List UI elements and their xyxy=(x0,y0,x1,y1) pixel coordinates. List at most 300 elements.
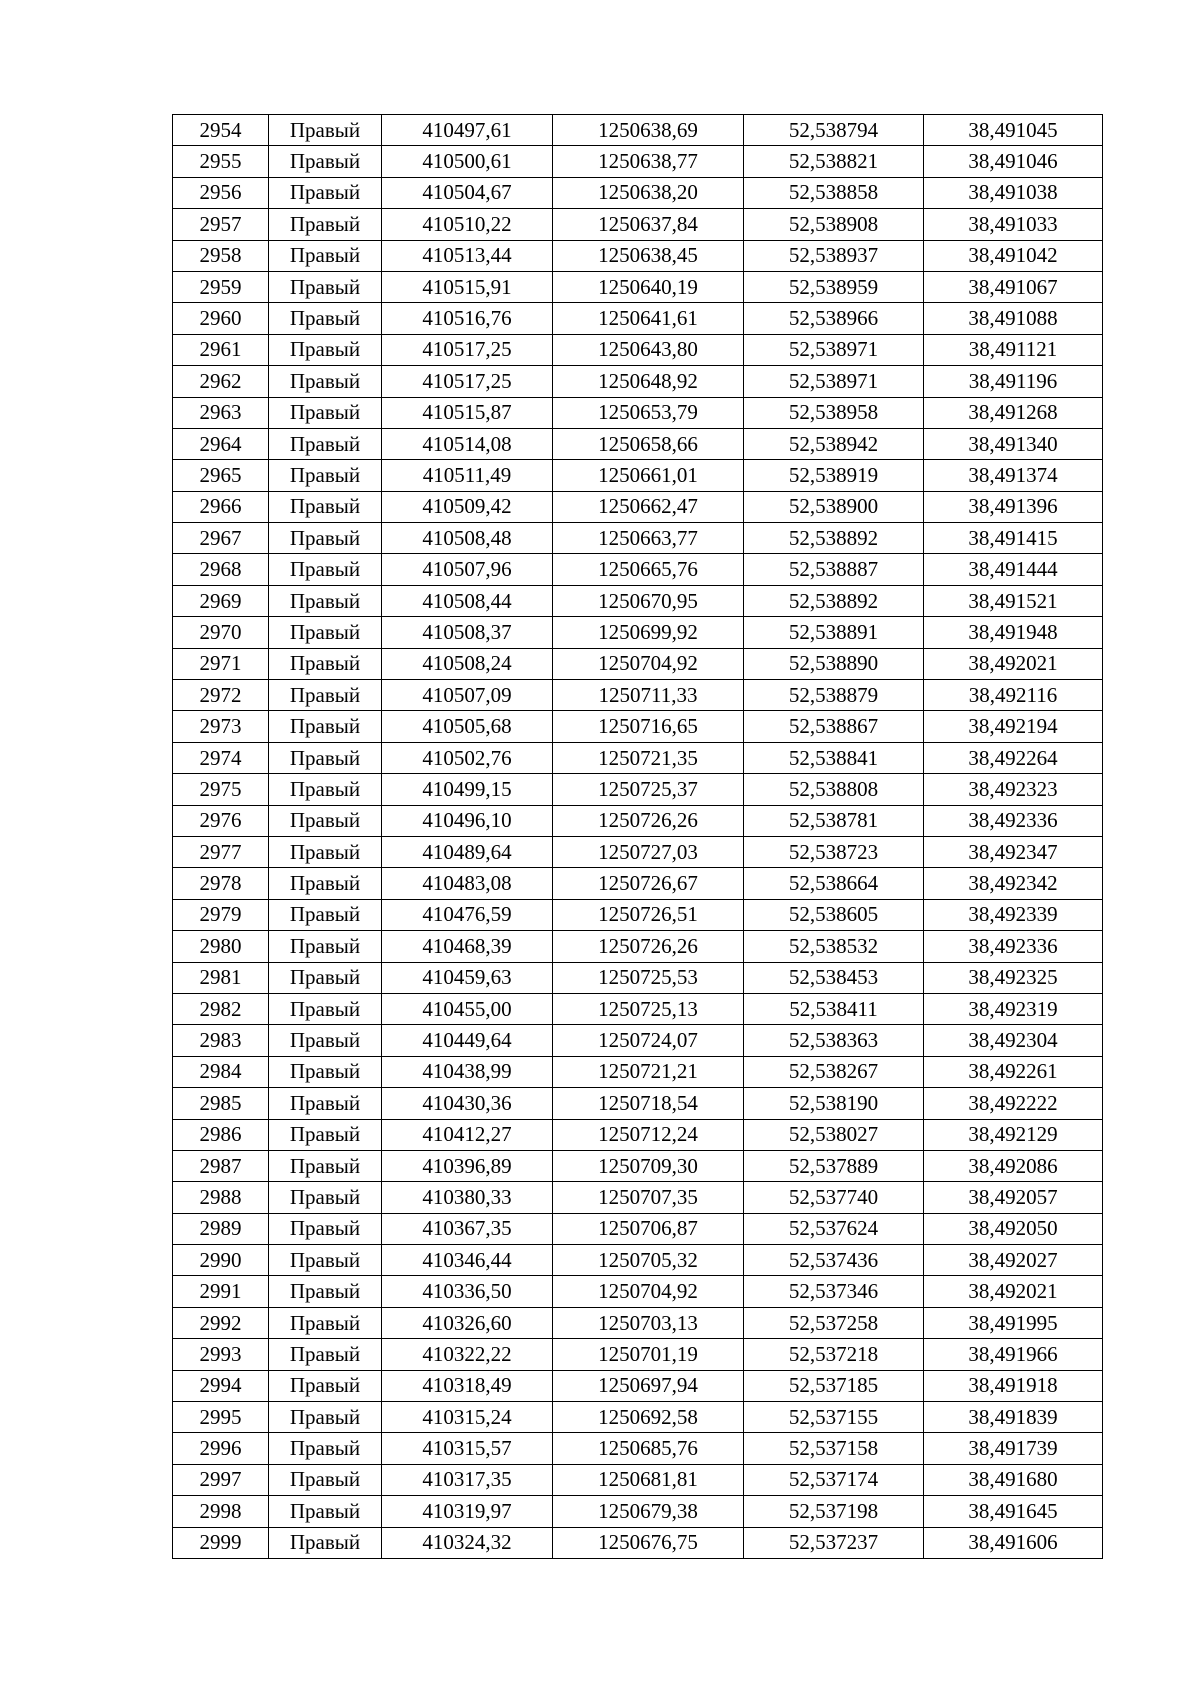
x-coordinate-cell: 410317,35 xyxy=(382,1464,553,1495)
latitude-cell: 52,538841 xyxy=(744,742,924,773)
side-cell: Правый xyxy=(269,146,382,177)
side-cell: Правый xyxy=(269,428,382,459)
point-number-cell: 2987 xyxy=(173,1150,269,1181)
y-coordinate-cell: 1250679,38 xyxy=(553,1496,744,1527)
side-cell: Правый xyxy=(269,1402,382,1433)
point-number-cell: 2989 xyxy=(173,1213,269,1244)
table-row xyxy=(173,366,1103,397)
table-row xyxy=(173,648,1103,679)
side-cell: Правый xyxy=(269,836,382,867)
y-coordinate-cell: 1250658,66 xyxy=(553,428,744,459)
y-coordinate-cell: 1250706,87 xyxy=(553,1213,744,1244)
side-cell: Правый xyxy=(269,1496,382,1527)
point-number-cell: 2970 xyxy=(173,617,269,648)
table-row xyxy=(173,1213,1103,1244)
y-coordinate-cell: 1250721,35 xyxy=(553,742,744,773)
y-coordinate-cell: 1250704,92 xyxy=(553,1276,744,1307)
side-cell: Правый xyxy=(269,1464,382,1495)
side-cell: Правый xyxy=(269,366,382,397)
y-coordinate-cell: 1250663,77 xyxy=(553,523,744,554)
point-number-cell: 2985 xyxy=(173,1088,269,1119)
side-cell: Правый xyxy=(269,1276,382,1307)
x-coordinate-cell: 410412,27 xyxy=(382,1119,553,1150)
table-row xyxy=(173,146,1103,177)
latitude-cell: 52,538908 xyxy=(744,209,924,240)
side-cell: Правый xyxy=(269,993,382,1024)
y-coordinate-cell: 1250648,92 xyxy=(553,366,744,397)
y-coordinate-cell: 1250676,75 xyxy=(553,1527,744,1558)
y-coordinate-cell: 1250699,92 xyxy=(553,617,744,648)
x-coordinate-cell: 410500,61 xyxy=(382,146,553,177)
y-coordinate-cell: 1250716,65 xyxy=(553,711,744,742)
latitude-cell: 52,538723 xyxy=(744,836,924,867)
longitude-cell: 38,492347 xyxy=(924,836,1103,867)
latitude-cell: 52,538879 xyxy=(744,680,924,711)
side-cell: Правый xyxy=(269,1056,382,1087)
x-coordinate-cell: 410509,42 xyxy=(382,491,553,522)
x-coordinate-cell: 410516,76 xyxy=(382,303,553,334)
point-number-cell: 2994 xyxy=(173,1370,269,1401)
longitude-cell: 38,491680 xyxy=(924,1464,1103,1495)
latitude-cell: 52,538958 xyxy=(744,397,924,428)
side-cell: Правый xyxy=(269,1150,382,1181)
side-cell: Правый xyxy=(269,648,382,679)
table-row xyxy=(173,1496,1103,1527)
latitude-cell: 52,538966 xyxy=(744,303,924,334)
table-row xyxy=(173,1527,1103,1558)
x-coordinate-cell: 410513,44 xyxy=(382,240,553,271)
point-number-cell: 2980 xyxy=(173,931,269,962)
side-cell: Правый xyxy=(269,271,382,302)
longitude-cell: 38,491067 xyxy=(924,271,1103,302)
longitude-cell: 38,491196 xyxy=(924,366,1103,397)
table-row xyxy=(173,680,1103,711)
y-coordinate-cell: 1250709,30 xyxy=(553,1150,744,1181)
y-coordinate-cell: 1250725,37 xyxy=(553,774,744,805)
y-coordinate-cell: 1250705,32 xyxy=(553,1245,744,1276)
latitude-cell: 52,537198 xyxy=(744,1496,924,1527)
latitude-cell: 52,537346 xyxy=(744,1276,924,1307)
latitude-cell: 52,538411 xyxy=(744,993,924,1024)
y-coordinate-cell: 1250704,92 xyxy=(553,648,744,679)
latitude-cell: 52,537185 xyxy=(744,1370,924,1401)
point-number-cell: 2998 xyxy=(173,1496,269,1527)
point-number-cell: 2954 xyxy=(173,115,269,146)
x-coordinate-cell: 410459,63 xyxy=(382,962,553,993)
point-number-cell: 2993 xyxy=(173,1339,269,1370)
latitude-cell: 52,538892 xyxy=(744,523,924,554)
longitude-cell: 38,492050 xyxy=(924,1213,1103,1244)
table-row xyxy=(173,1464,1103,1495)
table-row xyxy=(173,523,1103,554)
x-coordinate-cell: 410502,76 xyxy=(382,742,553,773)
longitude-cell: 38,492194 xyxy=(924,711,1103,742)
point-number-cell: 2958 xyxy=(173,240,269,271)
longitude-cell: 38,492304 xyxy=(924,1025,1103,1056)
latitude-cell: 52,538363 xyxy=(744,1025,924,1056)
longitude-cell: 38,491038 xyxy=(924,177,1103,208)
latitude-cell: 52,537740 xyxy=(744,1182,924,1213)
side-cell: Правый xyxy=(269,1213,382,1244)
point-number-cell: 2964 xyxy=(173,428,269,459)
longitude-cell: 38,491415 xyxy=(924,523,1103,554)
x-coordinate-cell: 410455,00 xyxy=(382,993,553,1024)
longitude-cell: 38,492264 xyxy=(924,742,1103,773)
latitude-cell: 52,538781 xyxy=(744,805,924,836)
y-coordinate-cell: 1250638,69 xyxy=(553,115,744,146)
side-cell: Правый xyxy=(269,334,382,365)
longitude-cell: 38,492342 xyxy=(924,868,1103,899)
table-row xyxy=(173,899,1103,930)
x-coordinate-cell: 410483,08 xyxy=(382,868,553,899)
table-row xyxy=(173,805,1103,836)
latitude-cell: 52,537174 xyxy=(744,1464,924,1495)
latitude-cell: 52,538942 xyxy=(744,428,924,459)
x-coordinate-cell: 410517,25 xyxy=(382,334,553,365)
longitude-cell: 38,491033 xyxy=(924,209,1103,240)
side-cell: Правый xyxy=(269,1025,382,1056)
point-number-cell: 2996 xyxy=(173,1433,269,1464)
table-row xyxy=(173,428,1103,459)
table-row xyxy=(173,1056,1103,1087)
y-coordinate-cell: 1250641,61 xyxy=(553,303,744,334)
side-cell: Правый xyxy=(269,1307,382,1338)
point-number-cell: 2961 xyxy=(173,334,269,365)
table-row xyxy=(173,931,1103,962)
point-number-cell: 2963 xyxy=(173,397,269,428)
longitude-cell: 38,492021 xyxy=(924,1276,1103,1307)
x-coordinate-cell: 410505,68 xyxy=(382,711,553,742)
x-coordinate-cell: 410497,61 xyxy=(382,115,553,146)
x-coordinate-cell: 410496,10 xyxy=(382,805,553,836)
table-row xyxy=(173,617,1103,648)
latitude-cell: 52,538794 xyxy=(744,115,924,146)
point-number-cell: 2979 xyxy=(173,899,269,930)
table-row xyxy=(173,1150,1103,1181)
point-number-cell: 2982 xyxy=(173,993,269,1024)
x-coordinate-cell: 410336,50 xyxy=(382,1276,553,1307)
point-number-cell: 2986 xyxy=(173,1119,269,1150)
point-number-cell: 2978 xyxy=(173,868,269,899)
longitude-cell: 38,492086 xyxy=(924,1150,1103,1181)
side-cell: Правый xyxy=(269,774,382,805)
side-cell: Правый xyxy=(269,868,382,899)
side-cell: Правый xyxy=(269,460,382,491)
side-cell: Правый xyxy=(269,1339,382,1370)
latitude-cell: 52,537218 xyxy=(744,1339,924,1370)
y-coordinate-cell: 1250638,45 xyxy=(553,240,744,271)
latitude-cell: 52,538453 xyxy=(744,962,924,993)
longitude-cell: 38,492116 xyxy=(924,680,1103,711)
y-coordinate-cell: 1250725,13 xyxy=(553,993,744,1024)
x-coordinate-cell: 410326,60 xyxy=(382,1307,553,1338)
y-coordinate-cell: 1250725,53 xyxy=(553,962,744,993)
longitude-cell: 38,492222 xyxy=(924,1088,1103,1119)
longitude-cell: 38,491521 xyxy=(924,585,1103,616)
point-number-cell: 2976 xyxy=(173,805,269,836)
latitude-cell: 52,538190 xyxy=(744,1088,924,1119)
longitude-cell: 38,491088 xyxy=(924,303,1103,334)
longitude-cell: 38,491995 xyxy=(924,1307,1103,1338)
x-coordinate-cell: 410396,89 xyxy=(382,1150,553,1181)
table-row xyxy=(173,271,1103,302)
y-coordinate-cell: 1250665,76 xyxy=(553,554,744,585)
table-row xyxy=(173,993,1103,1024)
latitude-cell: 52,538890 xyxy=(744,648,924,679)
y-coordinate-cell: 1250637,84 xyxy=(553,209,744,240)
side-cell: Правый xyxy=(269,1119,382,1150)
side-cell: Правый xyxy=(269,1088,382,1119)
latitude-cell: 52,538900 xyxy=(744,491,924,522)
x-coordinate-cell: 410430,36 xyxy=(382,1088,553,1119)
x-coordinate-cell: 410449,64 xyxy=(382,1025,553,1056)
longitude-cell: 38,491045 xyxy=(924,115,1103,146)
side-cell: Правый xyxy=(269,554,382,585)
latitude-cell: 52,537237 xyxy=(744,1527,924,1558)
latitude-cell: 52,537889 xyxy=(744,1150,924,1181)
y-coordinate-cell: 1250721,21 xyxy=(553,1056,744,1087)
longitude-cell: 38,491042 xyxy=(924,240,1103,271)
latitude-cell: 52,538887 xyxy=(744,554,924,585)
side-cell: Правый xyxy=(269,805,382,836)
y-coordinate-cell: 1250685,76 xyxy=(553,1433,744,1464)
longitude-cell: 38,491396 xyxy=(924,491,1103,522)
latitude-cell: 52,537155 xyxy=(744,1402,924,1433)
y-coordinate-cell: 1250712,24 xyxy=(553,1119,744,1150)
longitude-cell: 38,492021 xyxy=(924,648,1103,679)
longitude-cell: 38,491374 xyxy=(924,460,1103,491)
x-coordinate-cell: 410315,24 xyxy=(382,1402,553,1433)
latitude-cell: 52,537258 xyxy=(744,1307,924,1338)
y-coordinate-cell: 1250662,47 xyxy=(553,491,744,522)
point-number-cell: 2960 xyxy=(173,303,269,334)
y-coordinate-cell: 1250724,07 xyxy=(553,1025,744,1056)
point-number-cell: 2966 xyxy=(173,491,269,522)
latitude-cell: 52,537624 xyxy=(744,1213,924,1244)
side-cell: Правый xyxy=(269,585,382,616)
point-number-cell: 2969 xyxy=(173,585,269,616)
table-row xyxy=(173,491,1103,522)
longitude-cell: 38,492129 xyxy=(924,1119,1103,1150)
x-coordinate-cell: 410324,32 xyxy=(382,1527,553,1558)
longitude-cell: 38,492339 xyxy=(924,899,1103,930)
y-coordinate-cell: 1250703,13 xyxy=(553,1307,744,1338)
latitude-cell: 52,538027 xyxy=(744,1119,924,1150)
longitude-cell: 38,492057 xyxy=(924,1182,1103,1213)
y-coordinate-cell: 1250726,26 xyxy=(553,931,744,962)
point-number-cell: 2957 xyxy=(173,209,269,240)
y-coordinate-cell: 1250692,58 xyxy=(553,1402,744,1433)
latitude-cell: 52,537436 xyxy=(744,1245,924,1276)
point-number-cell: 2990 xyxy=(173,1245,269,1276)
y-coordinate-cell: 1250661,01 xyxy=(553,460,744,491)
y-coordinate-cell: 1250640,19 xyxy=(553,271,744,302)
point-number-cell: 2977 xyxy=(173,836,269,867)
point-number-cell: 2971 xyxy=(173,648,269,679)
y-coordinate-cell: 1250653,79 xyxy=(553,397,744,428)
point-number-cell: 2992 xyxy=(173,1307,269,1338)
side-cell: Правый xyxy=(269,962,382,993)
point-number-cell: 2984 xyxy=(173,1056,269,1087)
x-coordinate-cell: 410507,09 xyxy=(382,680,553,711)
side-cell: Правый xyxy=(269,1182,382,1213)
x-coordinate-cell: 410515,87 xyxy=(382,397,553,428)
table-row xyxy=(173,585,1103,616)
latitude-cell: 52,538821 xyxy=(744,146,924,177)
table-row xyxy=(173,868,1103,899)
x-coordinate-cell: 410508,24 xyxy=(382,648,553,679)
latitude-cell: 52,538937 xyxy=(744,240,924,271)
x-coordinate-cell: 410367,35 xyxy=(382,1213,553,1244)
point-number-cell: 2974 xyxy=(173,742,269,773)
side-cell: Правый xyxy=(269,1433,382,1464)
x-coordinate-cell: 410380,33 xyxy=(382,1182,553,1213)
side-cell: Правый xyxy=(269,742,382,773)
point-number-cell: 2967 xyxy=(173,523,269,554)
x-coordinate-cell: 410499,15 xyxy=(382,774,553,805)
point-number-cell: 2983 xyxy=(173,1025,269,1056)
x-coordinate-cell: 410514,08 xyxy=(382,428,553,459)
table-row xyxy=(173,177,1103,208)
table-row xyxy=(173,334,1103,365)
x-coordinate-cell: 410322,22 xyxy=(382,1339,553,1370)
point-number-cell: 2988 xyxy=(173,1182,269,1213)
point-number-cell: 2981 xyxy=(173,962,269,993)
table-row xyxy=(173,1119,1103,1150)
y-coordinate-cell: 1250726,51 xyxy=(553,899,744,930)
x-coordinate-cell: 410319,97 xyxy=(382,1496,553,1527)
x-coordinate-cell: 410510,22 xyxy=(382,209,553,240)
point-number-cell: 2965 xyxy=(173,460,269,491)
longitude-cell: 38,491645 xyxy=(924,1496,1103,1527)
x-coordinate-cell: 410507,96 xyxy=(382,554,553,585)
longitude-cell: 38,491340 xyxy=(924,428,1103,459)
latitude-cell: 52,538858 xyxy=(744,177,924,208)
longitude-cell: 38,492323 xyxy=(924,774,1103,805)
y-coordinate-cell: 1250707,35 xyxy=(553,1182,744,1213)
y-coordinate-cell: 1250726,26 xyxy=(553,805,744,836)
x-coordinate-cell: 410504,67 xyxy=(382,177,553,208)
latitude-cell: 52,538892 xyxy=(744,585,924,616)
latitude-cell: 52,538532 xyxy=(744,931,924,962)
coordinates-table xyxy=(172,114,1103,1559)
side-cell: Правый xyxy=(269,209,382,240)
longitude-cell: 38,491606 xyxy=(924,1527,1103,1558)
longitude-cell: 38,492325 xyxy=(924,962,1103,993)
side-cell: Правый xyxy=(269,303,382,334)
longitude-cell: 38,491046 xyxy=(924,146,1103,177)
point-number-cell: 2968 xyxy=(173,554,269,585)
table-row xyxy=(173,962,1103,993)
x-coordinate-cell: 410508,44 xyxy=(382,585,553,616)
longitude-cell: 38,492336 xyxy=(924,805,1103,836)
table-row xyxy=(173,460,1103,491)
longitude-cell: 38,491121 xyxy=(924,334,1103,365)
y-coordinate-cell: 1250701,19 xyxy=(553,1339,744,1370)
side-cell: Правый xyxy=(269,1245,382,1276)
table-row xyxy=(173,1025,1103,1056)
table-row xyxy=(173,742,1103,773)
table-row xyxy=(173,711,1103,742)
x-coordinate-cell: 410318,49 xyxy=(382,1370,553,1401)
y-coordinate-cell: 1250670,95 xyxy=(553,585,744,616)
point-number-cell: 2999 xyxy=(173,1527,269,1558)
x-coordinate-cell: 410508,48 xyxy=(382,523,553,554)
point-number-cell: 2995 xyxy=(173,1402,269,1433)
table-row xyxy=(173,303,1103,334)
y-coordinate-cell: 1250726,67 xyxy=(553,868,744,899)
side-cell: Правый xyxy=(269,177,382,208)
side-cell: Правый xyxy=(269,1527,382,1558)
longitude-cell: 38,491948 xyxy=(924,617,1103,648)
x-coordinate-cell: 410515,91 xyxy=(382,271,553,302)
point-number-cell: 2991 xyxy=(173,1276,269,1307)
table-row xyxy=(173,774,1103,805)
latitude-cell: 52,538891 xyxy=(744,617,924,648)
table-row xyxy=(173,836,1103,867)
side-cell: Правый xyxy=(269,617,382,648)
y-coordinate-cell: 1250727,03 xyxy=(553,836,744,867)
longitude-cell: 38,491268 xyxy=(924,397,1103,428)
latitude-cell: 52,537158 xyxy=(744,1433,924,1464)
latitude-cell: 52,538267 xyxy=(744,1056,924,1087)
table-row xyxy=(173,1370,1103,1401)
side-cell: Правый xyxy=(269,931,382,962)
side-cell: Правый xyxy=(269,711,382,742)
table-row xyxy=(173,1276,1103,1307)
table-row xyxy=(173,1245,1103,1276)
y-coordinate-cell: 1250697,94 xyxy=(553,1370,744,1401)
latitude-cell: 52,538971 xyxy=(744,366,924,397)
table-row xyxy=(173,240,1103,271)
longitude-cell: 38,491966 xyxy=(924,1339,1103,1370)
y-coordinate-cell: 1250681,81 xyxy=(553,1464,744,1495)
longitude-cell: 38,491839 xyxy=(924,1402,1103,1433)
y-coordinate-cell: 1250643,80 xyxy=(553,334,744,365)
coordinates-table-body xyxy=(173,115,1103,1559)
longitude-cell: 38,492319 xyxy=(924,993,1103,1024)
point-number-cell: 2973 xyxy=(173,711,269,742)
x-coordinate-cell: 410476,59 xyxy=(382,899,553,930)
table-row xyxy=(173,1402,1103,1433)
x-coordinate-cell: 410508,37 xyxy=(382,617,553,648)
longitude-cell: 38,492027 xyxy=(924,1245,1103,1276)
y-coordinate-cell: 1250718,54 xyxy=(553,1088,744,1119)
latitude-cell: 52,538867 xyxy=(744,711,924,742)
x-coordinate-cell: 410511,49 xyxy=(382,460,553,491)
latitude-cell: 52,538664 xyxy=(744,868,924,899)
latitude-cell: 52,538808 xyxy=(744,774,924,805)
table-row xyxy=(173,1182,1103,1213)
table-row xyxy=(173,1088,1103,1119)
side-cell: Правый xyxy=(269,397,382,428)
x-coordinate-cell: 410315,57 xyxy=(382,1433,553,1464)
point-number-cell: 2962 xyxy=(173,366,269,397)
point-number-cell: 2955 xyxy=(173,146,269,177)
side-cell: Правый xyxy=(269,240,382,271)
latitude-cell: 52,538959 xyxy=(744,271,924,302)
x-coordinate-cell: 410517,25 xyxy=(382,366,553,397)
x-coordinate-cell: 410346,44 xyxy=(382,1245,553,1276)
latitude-cell: 52,538605 xyxy=(744,899,924,930)
side-cell: Правый xyxy=(269,523,382,554)
latitude-cell: 52,538971 xyxy=(744,334,924,365)
table-row xyxy=(173,1307,1103,1338)
longitude-cell: 38,492261 xyxy=(924,1056,1103,1087)
longitude-cell: 38,491918 xyxy=(924,1370,1103,1401)
point-number-cell: 2959 xyxy=(173,271,269,302)
y-coordinate-cell: 1250638,77 xyxy=(553,146,744,177)
